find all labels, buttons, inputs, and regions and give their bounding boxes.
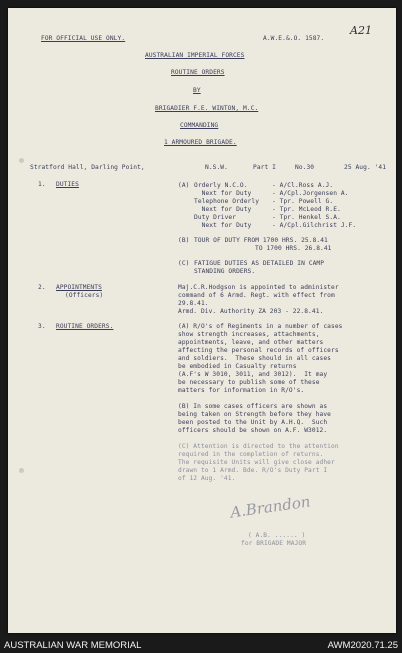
section-1a-label: (A) <box>178 182 190 189</box>
title-line-6: 1 ARMOURED BRIGADE. <box>164 139 237 146</box>
duty-name: - A/Cpl.Jorgensen A. <box>272 190 349 197</box>
signature-scrawl: A.Brandon <box>229 492 312 522</box>
appointment-line: Maj.C.R.Hodgson is appointed to administer <box>178 284 339 291</box>
section-1c-label: (C) <box>178 260 190 267</box>
appointment-line: command of 6 Armd. Regt. with effect from <box>178 292 335 299</box>
tour-of-duty-line-2: TO 1700 HRS. 26.8.41 <box>255 245 332 252</box>
para-c-line: (C) Attention is directed to the attention <box>178 443 339 450</box>
classification-label: FOR OFFICIAL USE ONLY. <box>41 35 126 42</box>
para-a-line: affecting the personal records of officers <box>178 347 339 354</box>
fatigue-duties-line-2: STANDING ORDERS. <box>194 268 256 275</box>
dateline-state: N.S.W. <box>205 164 228 171</box>
archive-name: AUSTRALIAN WAR MEMORIAL <box>4 640 142 651</box>
title-line-5: COMMANDING <box>180 122 219 129</box>
duty-name: - A/Cpl.Gilchrist J.F. <box>272 222 357 229</box>
para-a-line: (A) R/O's of Regiments in a number of cases <box>178 323 343 330</box>
title-line-3: BY <box>193 87 201 94</box>
section-2-heading: APPOINTMENTS <box>56 284 102 291</box>
para-b-line: officers should be shown on A.F. W3012. <box>178 427 328 434</box>
dateline-date: 25 Aug. '41 <box>344 164 387 171</box>
para-a-line: be embodied in Casualty returns <box>178 363 297 370</box>
signature-title: for BRIGADE MAJOR <box>241 540 307 547</box>
archive-accession-number: AWM2020.71.25 <box>327 640 398 651</box>
section-3-number: 3. <box>38 323 46 330</box>
duty-name: - Tpr. Henkel S.A. <box>272 214 341 221</box>
para-b-line: being taken on Strength before they have <box>178 411 332 418</box>
section-3-heading: ROUTINE ORDERS. <box>56 323 114 330</box>
duty-name: - Tpr. McLeod R.E. <box>272 206 341 213</box>
dateline-part: Part I <box>253 164 276 171</box>
para-b-line: been posted to the Unit by A.H.Q. Such <box>178 419 328 426</box>
archive-footer <box>0 638 402 653</box>
para-a-line: show strength increases, attachments, <box>178 331 320 338</box>
document-reference: A.W.E.&.O. 1587. <box>263 35 325 42</box>
section-2-number: 2. <box>38 284 46 291</box>
title-line-2: ROUTINE ORDERS <box>171 69 225 76</box>
duty-role: Next for Duty <box>194 190 252 197</box>
section-2-subheading: (Officers) <box>65 292 104 299</box>
punch-hole <box>19 158 24 163</box>
duty-name: - A/Cl.Ross A.J. <box>272 182 334 189</box>
appointment-line: Armd. Div. Authority ZA 203 - 22.8.41. <box>178 308 324 315</box>
duty-name: - Tpr. Powell G. <box>272 198 334 205</box>
para-c-line: The requisite Units will give close adher <box>178 459 335 466</box>
dateline-number: No.30 <box>295 164 315 171</box>
para-a-line: (A.F's W 3010, 3011, and 3012). It may <box>178 371 328 378</box>
para-a-line: matters for information in R/O's. <box>178 387 305 394</box>
section-1-heading: DUTIES <box>56 181 79 188</box>
para-a-line: be necessary to publish some of these <box>178 379 320 386</box>
signature-name: ( A.B. ...... ) <box>248 532 306 539</box>
para-c-line: required in the completion of returns. <box>178 451 324 458</box>
section-1-number: 1. <box>38 181 46 188</box>
duty-role: Duty Driver <box>194 214 237 221</box>
duty-role: Orderly N.C.O. <box>194 182 248 189</box>
appointment-line: 29.8.41. <box>178 300 209 307</box>
para-c-line: of 12 Aug. '41. <box>178 475 236 482</box>
handwritten-reference: A21 <box>350 24 372 37</box>
tour-of-duty-line-1: TOUR OF DUTY FROM 1700 HRS. 25.8.41 <box>194 237 328 244</box>
duty-role: Next for Duty <box>194 206 252 213</box>
title-line-4: BRIGADIER F.E. WINTON, M.C. <box>155 105 259 112</box>
para-c-line: drawn to 1 Armd. Bde. R/O's Duty Part I <box>178 467 328 474</box>
para-a-line: appointments, leave, and other matters <box>178 339 324 346</box>
para-a-line: and soldiers. These should in all cases <box>178 355 332 362</box>
punch-hole <box>19 468 24 473</box>
section-1b-label: (B) <box>178 237 190 244</box>
duty-role: Next for Duty <box>194 222 252 229</box>
fatigue-duties-line-1: FATIGUE DUTIES AS DETAILED IN CAMP <box>194 260 325 267</box>
duty-role: Telephone Orderly <box>194 198 260 205</box>
title-line-1: AUSTRALIAN IMPERIAL FORCES <box>145 52 245 59</box>
document-page <box>8 8 396 633</box>
dateline-place: Stratford Hall, Darling Point, <box>30 164 145 171</box>
para-b-line: (B) In some cases officers are shown as <box>178 403 328 410</box>
